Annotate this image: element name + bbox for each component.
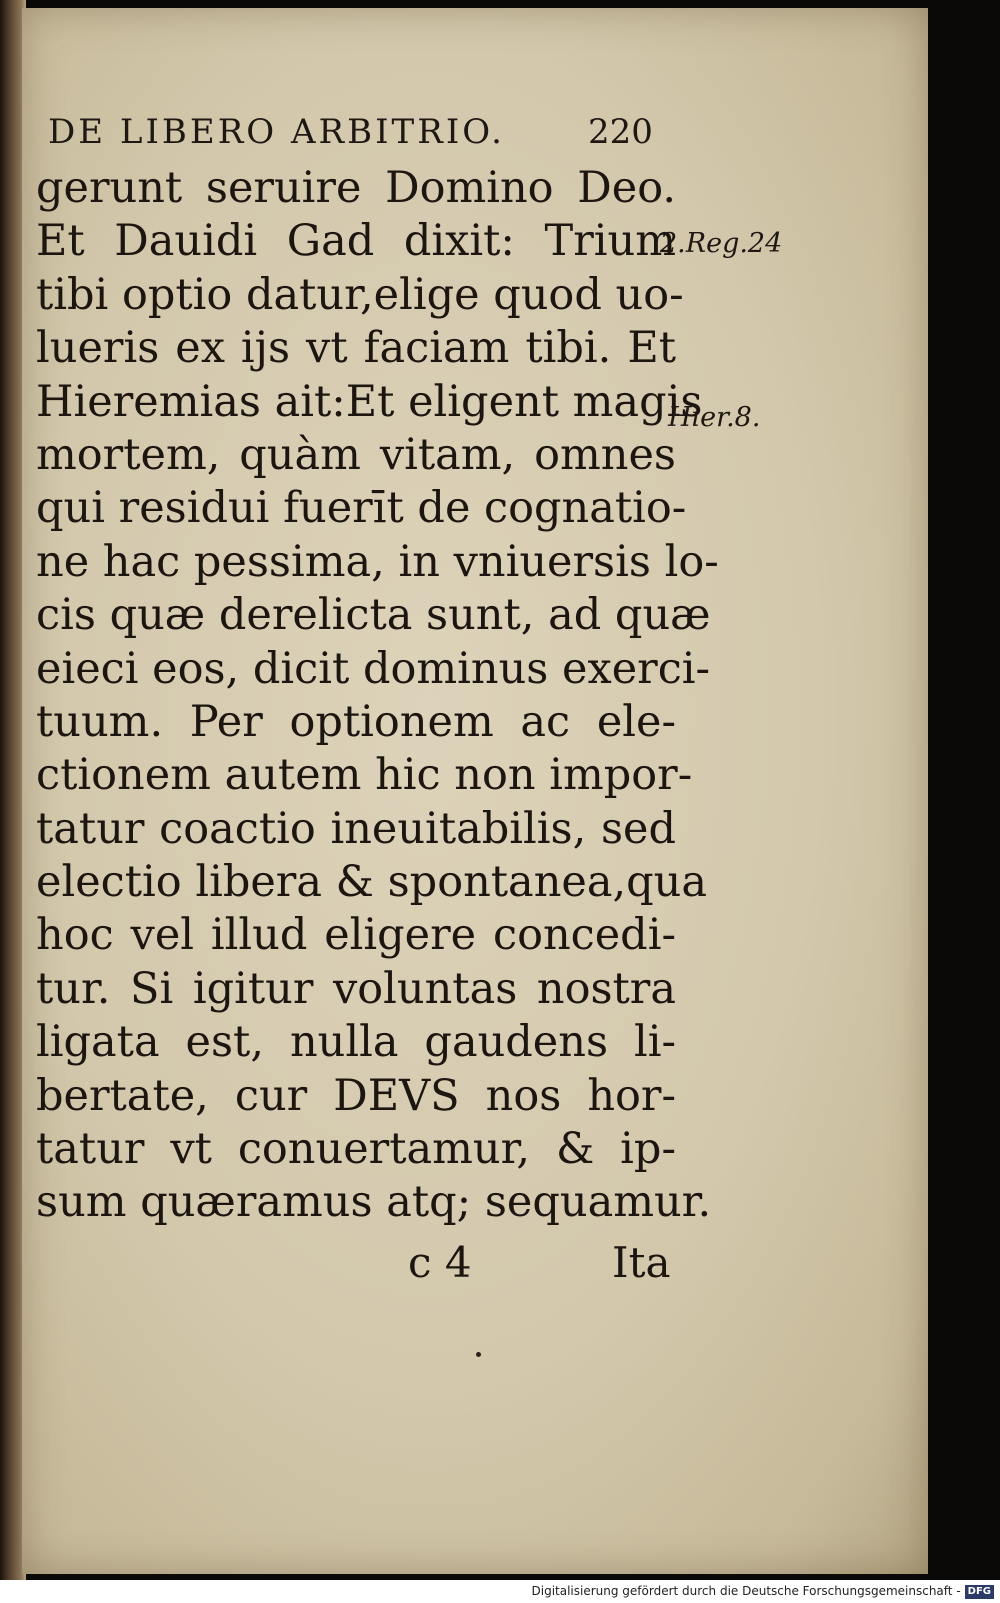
text-line: tatur coactio ineuitabilis, sed <box>36 803 676 854</box>
text-line: Et Dauidi Gad dixit: Trium <box>36 216 676 267</box>
text-line: lueris ex ijs vt faciam tibi. Et <box>36 323 676 374</box>
text-line: eieci eos, dicit dominus exerci- <box>36 643 711 694</box>
text-line: qui residui fuerīt de cognatio- <box>36 483 687 534</box>
text-line: tur. Si igitur voluntas nostra <box>36 963 676 1014</box>
text-line: mortem, quàm vitam, omnes <box>36 429 676 480</box>
marginal-note: Hier.8. <box>668 402 761 433</box>
text-line: bertate, cur DEVS nos hor- <box>36 1070 676 1121</box>
text-line: gerunt seruire Domino Deo. <box>36 163 676 213</box>
page-number: 220 <box>588 112 653 152</box>
text-line: cis quæ derelicta sunt, ad quæ <box>36 590 711 641</box>
text-line: tuum. Per optionem ac ele- <box>36 696 676 747</box>
digitization-footer <box>0 1580 1000 1603</box>
footer-text: Digitalisierung gefördert durch die Deutsche Forschungsgemeinschaft - <box>531 1584 961 1598</box>
text-line: Hieremias ait:Et eligent magis <box>36 376 703 427</box>
marginal-note: 2.Reg.24 <box>660 228 783 259</box>
running-head-title: DE LIBERO ARBITRIO. <box>48 112 505 152</box>
text-line: tibi optio datur,elige quod uo- <box>36 269 684 320</box>
text-line: tatur vt conuertamur, & ip- <box>36 1124 676 1175</box>
catchword: Ita <box>612 1238 671 1287</box>
signature-mark: c 4 <box>408 1238 472 1287</box>
running-head <box>48 112 653 152</box>
text-line: electio libera & spontanea,qua <box>36 857 707 908</box>
text-line: ne hac pessima, in vniuersis lo- <box>36 536 719 587</box>
text-line: ligata est, nulla gaudens li- <box>36 1017 676 1068</box>
text-line: hoc vel illud eligere concedi- <box>36 910 676 961</box>
text-line: ctionem autem hic non impor- <box>36 750 693 801</box>
dfg-logo: DFG <box>965 1585 994 1599</box>
ink-speck <box>476 1352 481 1357</box>
text-line: sum quæramus atq; sequamur. <box>36 1177 712 1228</box>
